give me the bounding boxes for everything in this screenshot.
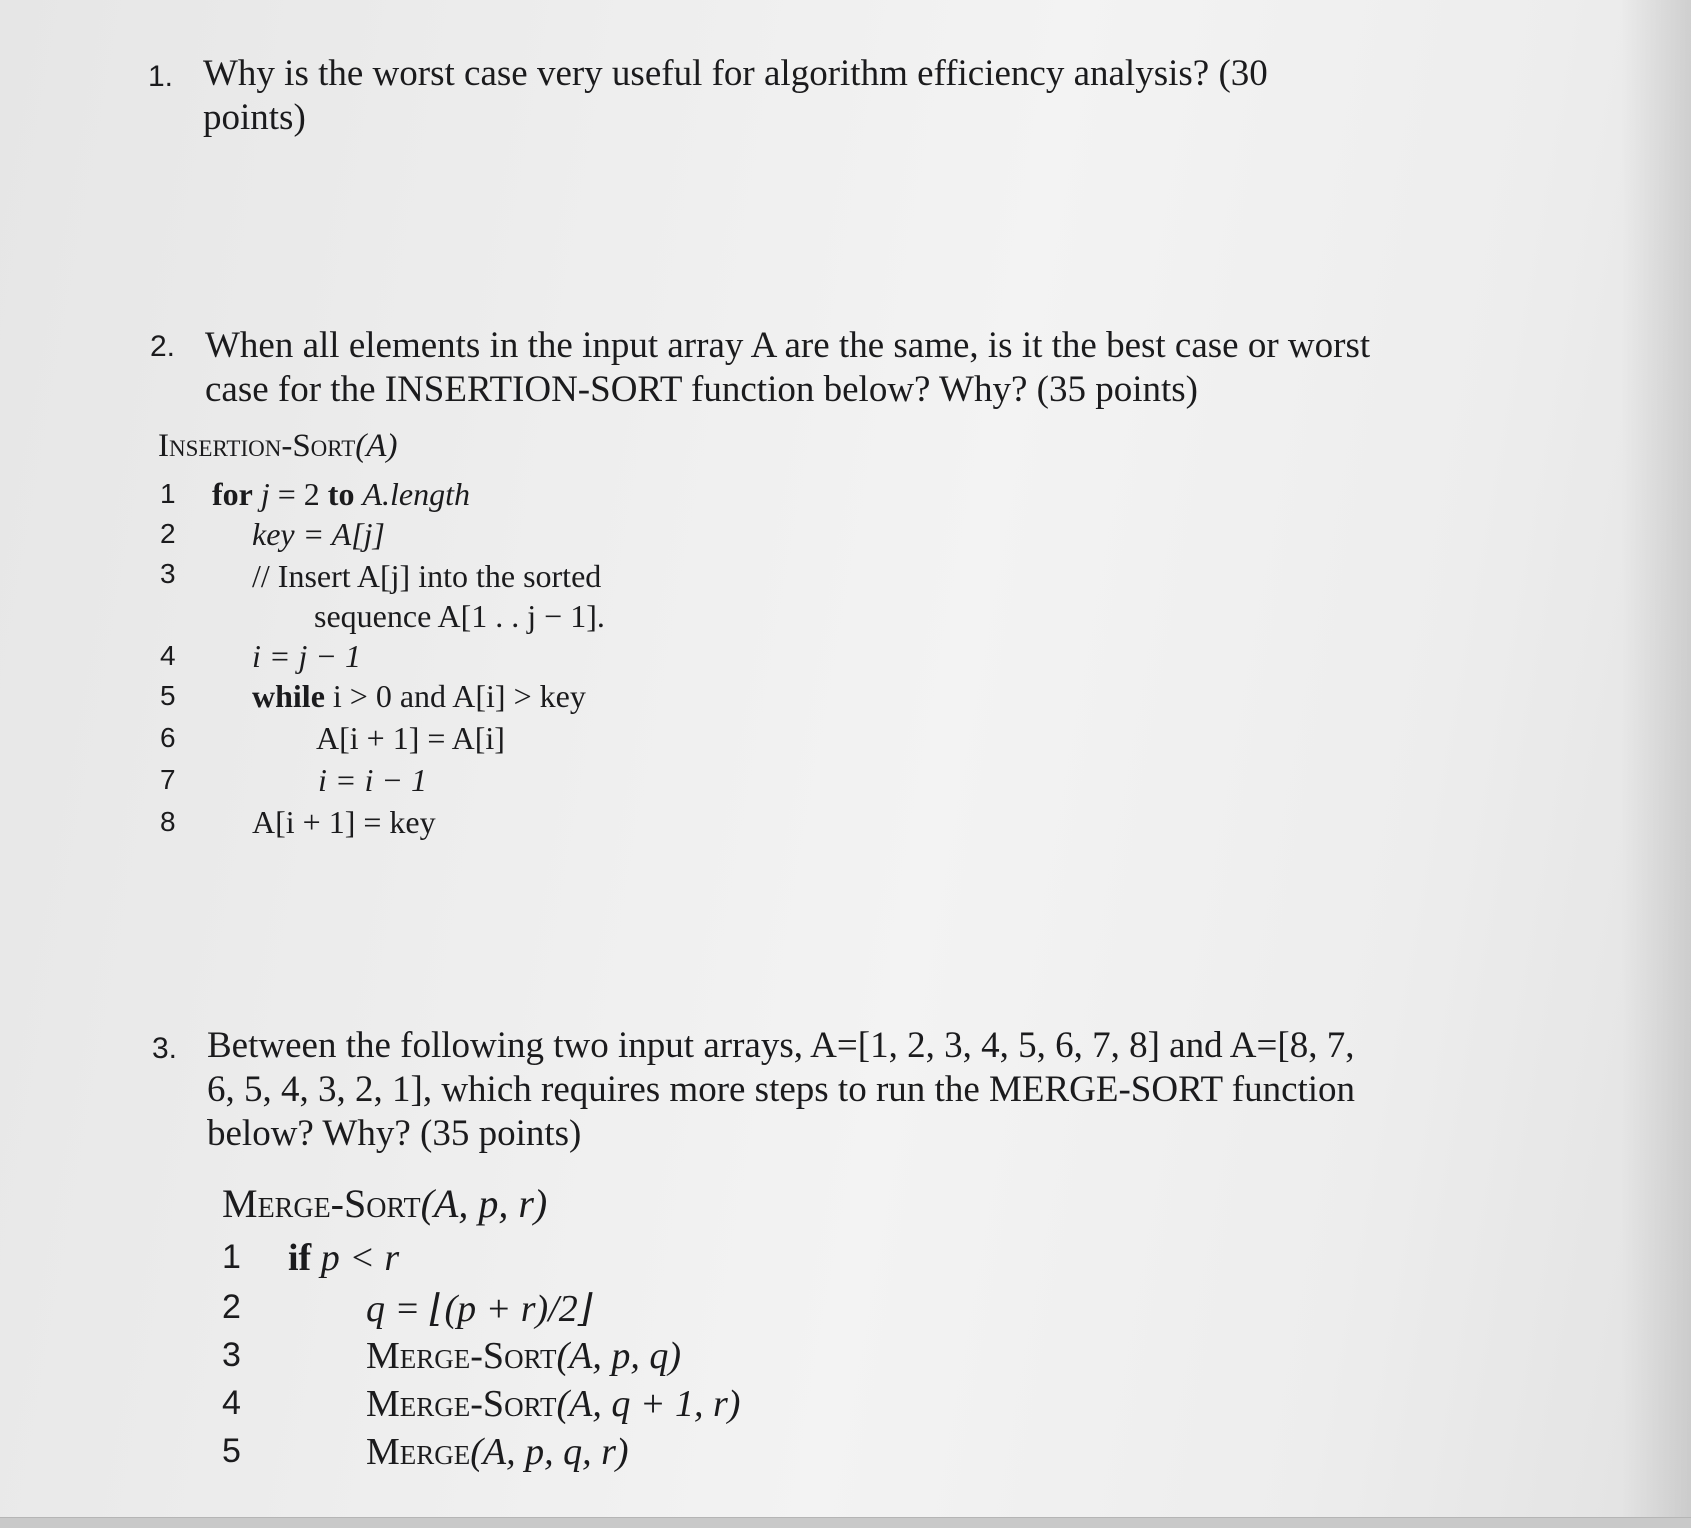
insertion-sort-title: Insertion-Sort(A) <box>158 428 398 464</box>
question-3-number: 3. <box>152 1032 178 1065</box>
insertion-code-line-7: i = i − 1 <box>318 762 427 798</box>
screen-edge-shadow <box>1621 0 1691 1528</box>
question-2-line-2: case for the INSERTION-SORT function below? Why? (35 points) <box>205 369 1198 410</box>
question-3-line-3: below? Why? (35 points) <box>207 1113 582 1154</box>
merge-code-line-2: q = ⌊(p + r)/2⌋ <box>366 1288 593 1330</box>
insertion-line-number: 6 <box>160 722 176 753</box>
merge-line-number: 2 <box>222 1288 241 1326</box>
insertion-code-line-6: A[i + 1] = A[i] <box>316 720 505 756</box>
merge-code-line-1: if p < r <box>288 1237 400 1279</box>
insertion-code-line-3: // Insert A[j] into the sorted <box>252 558 602 594</box>
question-1-text <box>203 52 1268 140</box>
question-1-number: 1. <box>148 60 174 93</box>
insertion-code-line-3-cont: sequence A[1 . . j − 1]. <box>314 598 605 634</box>
insertion-line-number: 1 <box>160 478 176 509</box>
merge-line-number: 3 <box>222 1336 241 1374</box>
question-1-line-1: Why is the worst case very useful for algorithm efficiency analysis? (30 <box>203 53 1268 94</box>
insertion-code-line-5: while i > 0 and A[i] > key <box>252 678 586 714</box>
insertion-line-number: 8 <box>160 806 176 837</box>
question-1-line-2: points) <box>203 97 306 138</box>
question-3-line-1: Between the following two input arrays, A=[1, 2, 3, 4, 5, 6, 7, 8] and A=[8, 7, <box>207 1025 1355 1066</box>
insertion-line-number: 2 <box>160 518 176 549</box>
question-2-line-1: When all elements in the input array A are the same, is it the best case or worst <box>205 325 1371 366</box>
insertion-code-line-4: i = j − 1 <box>252 638 361 674</box>
merge-line-number: 4 <box>222 1384 241 1422</box>
question-3-line-2: 6, 5, 4, 3, 2, 1], which requires more steps to run the MERGE-SORT function <box>207 1069 1356 1110</box>
merge-line-number: 5 <box>222 1432 241 1470</box>
question-3-text <box>207 1024 1355 1156</box>
insertion-code-line-2: key = A[j] <box>252 516 385 552</box>
merge-code-line-3: Merge-Sort(A, p, q) <box>366 1335 681 1377</box>
question-2-text <box>205 324 1370 412</box>
insertion-code-line-1: for j = 2 to A.length <box>212 476 470 512</box>
merge-code-line-4: Merge-Sort(A, q + 1, r) <box>366 1383 741 1425</box>
merge-code-line-5: Merge(A, p, q, r) <box>366 1431 629 1473</box>
screen-bottom-bezel <box>0 1517 1691 1528</box>
insertion-line-number: 5 <box>160 680 176 711</box>
merge-sort-title: Merge-Sort(A, p, r) <box>222 1181 548 1226</box>
insertion-line-number: 3 <box>160 558 176 589</box>
merge-line-number: 1 <box>222 1238 241 1276</box>
insertion-code-line-8: A[i + 1] = key <box>252 804 436 840</box>
insertion-line-number: 4 <box>160 640 176 671</box>
question-2-number: 2. <box>150 330 176 363</box>
insertion-line-number: 7 <box>160 764 176 795</box>
